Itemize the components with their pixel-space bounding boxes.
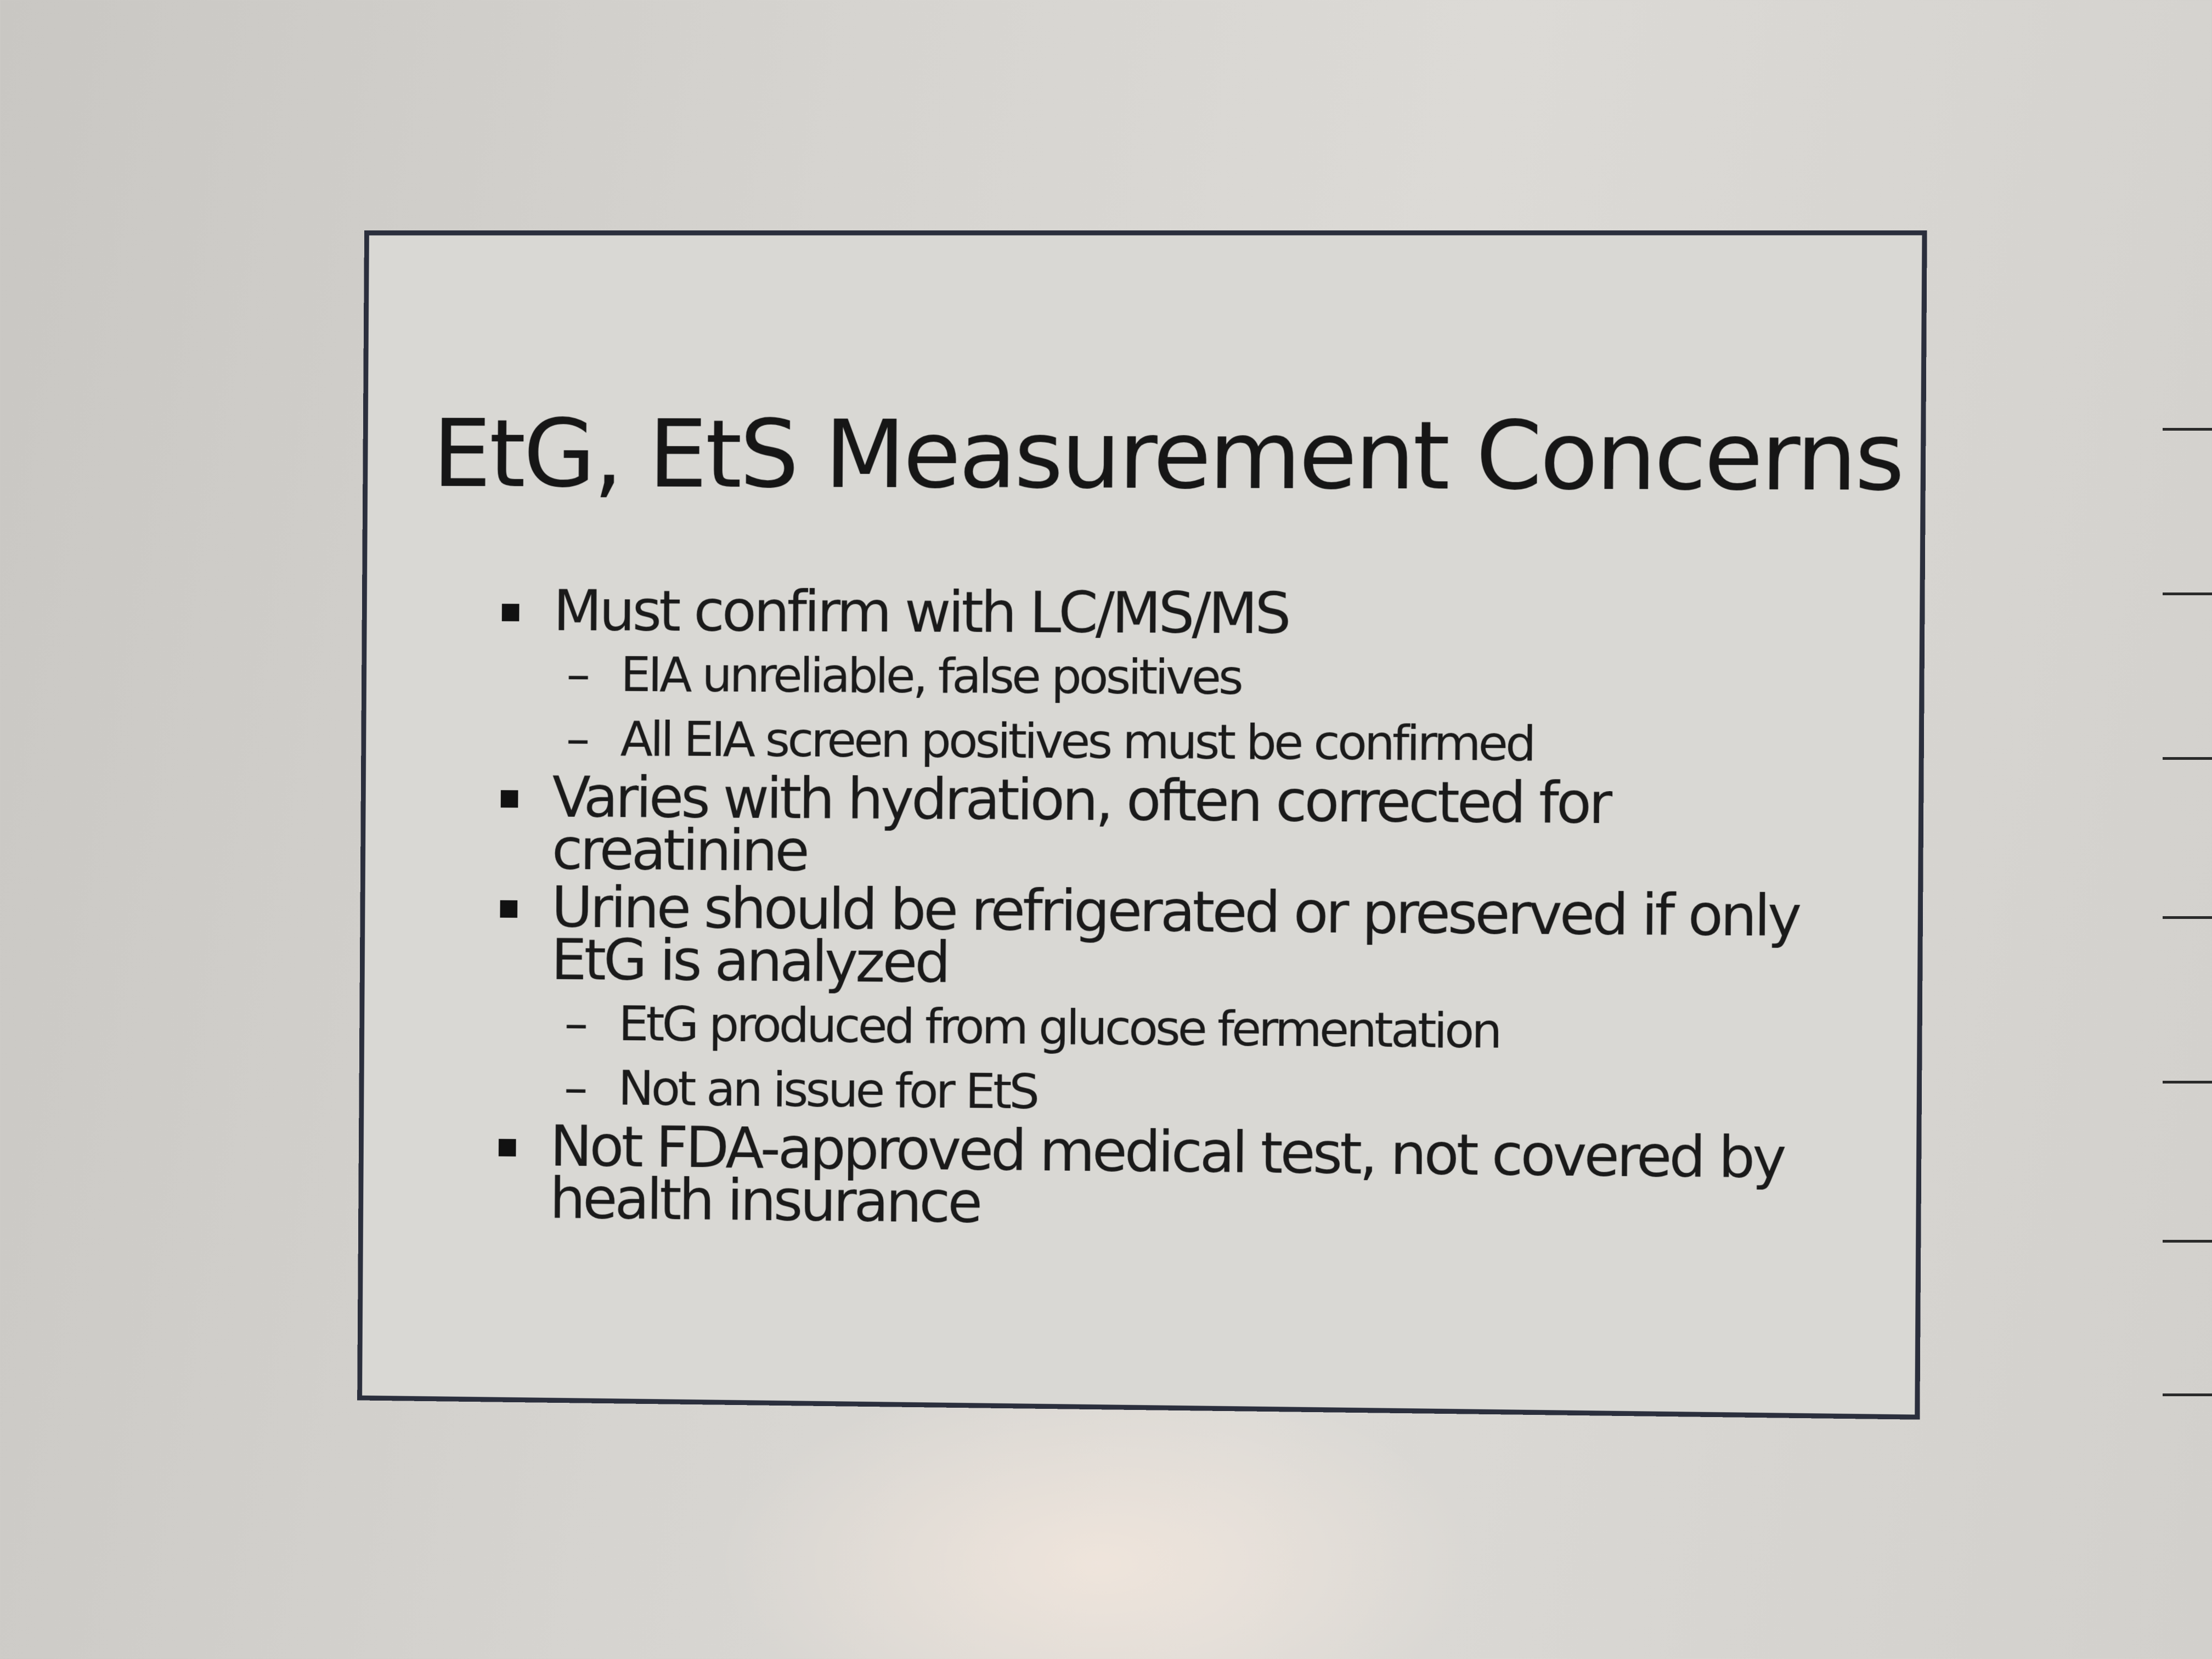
slide-title: EtG, EtS Measurement Concerns [432,398,1903,512]
bullet-text: Must confirm with LC/MS/MS [553,577,1289,647]
bullet-item [494,873,1822,996]
sub-bullet-text: Not an issue for EtS [618,1059,1037,1120]
bullet-list [493,577,1824,1243]
note-line [2163,1081,2212,1084]
square-bullet-icon [500,900,517,918]
bullet-item [496,577,1824,647]
sub-bullet-text: EtG produced from glucose fermentation [618,995,1500,1059]
square-bullet-icon [499,1139,516,1156]
dash-icon: – [563,1059,585,1116]
note-line [2163,428,2212,431]
bullet-text: Urine should be refrigerated or preserved if only EtG is analyzed [551,873,1799,996]
notes-lines [2157,428,2212,1415]
square-bullet-icon [501,790,518,808]
sub-bullet-item [494,991,1821,1066]
note-line [2163,1393,2212,1396]
note-line [2163,1240,2212,1243]
sub-bullet-text: EIA unreliable, false positives [620,646,1242,706]
note-line [2163,916,2212,919]
dash-icon: – [564,995,586,1052]
bullet-item [495,764,1823,884]
slide [357,230,1927,1420]
note-line [2163,592,2212,595]
bullet-text: Varies with hydration, often corrected for creatinine [551,764,1610,884]
sub-bullet-item [496,642,1824,713]
sub-bullet-text: All EIA screen positives must be confirmed [620,710,1534,772]
dash-icon: – [566,710,588,767]
square-bullet-icon [502,604,520,622]
bullet-item [493,1113,1821,1238]
note-line [2163,757,2212,760]
bullet-text: Not FDA-approved medical test, not covered by health insurance [549,1113,1784,1237]
dash-icon: – [566,646,588,703]
screen-glare [713,1372,1481,1659]
